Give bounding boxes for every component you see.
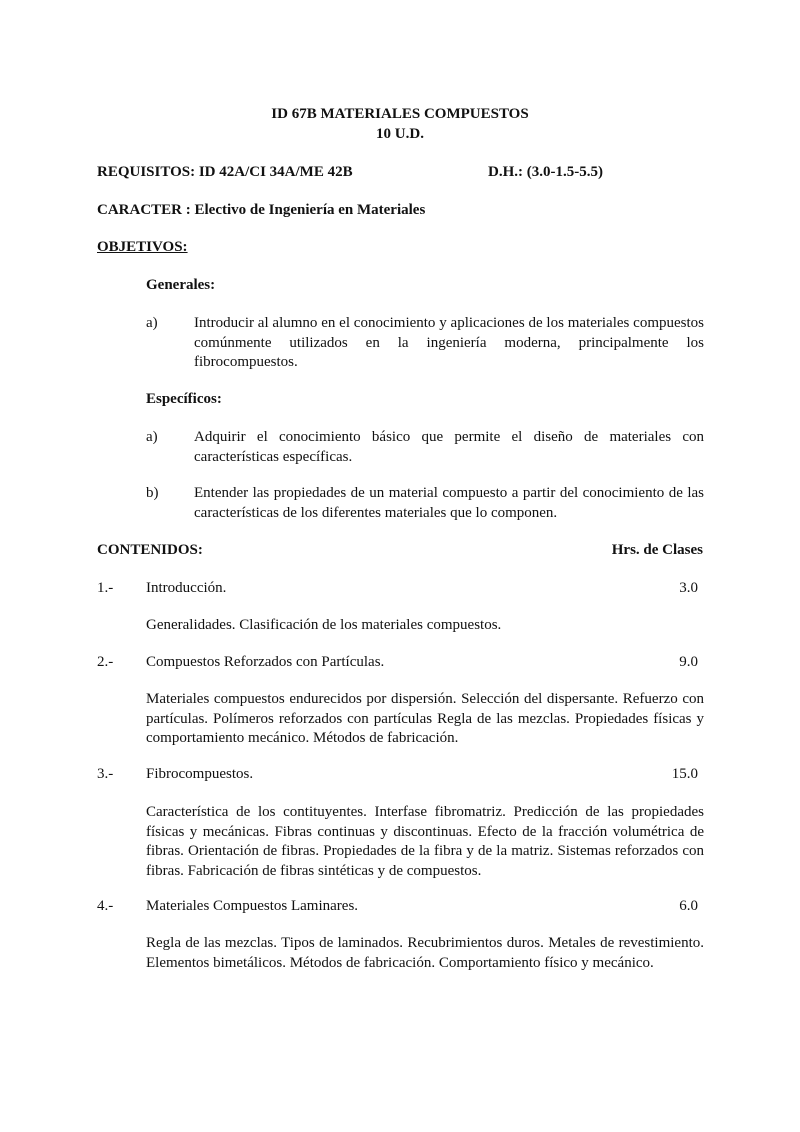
- generales-heading: Generales:: [146, 277, 216, 293]
- section-description: Regla de las mezclas. Tipos de laminados. Recubrimientos duros. Metales de revestimiento. Elementos bimetálicos. Métodos de fabricación. Comportamiento físico y mecánico.: [146, 935, 704, 971]
- section-title: Materiales Compuestos Laminares.: [146, 898, 359, 914]
- section-title: Fibrocompuestos.: [146, 766, 254, 782]
- caracter-label: CARACTER : Electivo de Ingeniería en Materiales: [97, 202, 426, 218]
- section-hours: 6.0: [679, 898, 698, 914]
- dh-label: D.H.: (3.0-1.5-5.5): [488, 164, 603, 180]
- requisitos-label: REQUISITOS: ID 42A/CI 34A/ME 42B: [97, 164, 353, 180]
- contenidos-heading: CONTENIDOS:: [97, 542, 203, 558]
- especificos-item-marker: a): [146, 429, 158, 445]
- especificos-item-text: Adquirir el conocimiento básico que permite el diseño de materiales con características específicas.: [194, 429, 704, 465]
- section-number: 4.-: [97, 898, 114, 914]
- section-number: 1.-: [97, 580, 114, 596]
- hours-heading: Hrs. de Clases: [611, 542, 703, 558]
- section-description: Materiales compuestos endurecidos por dispersión. Selección del dispersante. Refuerzo con partículas. Polímeros reforzados con partículas Regla de las mezclas. Propiedades físicas y comportamiento mecánico. Métodos de fabricación.: [146, 691, 704, 746]
- section-hours: 15.0: [671, 766, 698, 782]
- section-title: Compuestos Reforzados con Partículas.: [146, 654, 385, 670]
- section-number: 2.-: [97, 654, 114, 670]
- course-title: ID 67B MATERIALES COMPUESTOS: [271, 106, 529, 122]
- section-number: 3.-: [97, 766, 114, 782]
- especificos-item-marker: b): [146, 485, 159, 501]
- section-description: Característica de los contituyentes. Interfase fibromatriz. Predicción de las propiedades físicas y mecánicas. Fibras continuas y discontinuas. Efecto de la fracción volumétrica de fibras. Orientación de fibras. Propiedades de la fibra y de la matriz. Sistemas reforzados con fibras. Fabricación de fibras sintéticas y de compuestos.: [146, 804, 704, 879]
- section-description: Generalidades. Clasificación de los materiales compuestos.: [146, 617, 502, 633]
- especificos-item-text: Entender las propiedades de un material compuesto a partir del conocimiento de las características de los diferentes materiales que lo componen.: [194, 485, 704, 521]
- section-title: Introducción.: [146, 580, 227, 596]
- section-hours: 3.0: [679, 580, 698, 596]
- objetivos-heading: OBJETIVOS:: [97, 239, 188, 255]
- generales-item-marker: a): [146, 315, 158, 331]
- generales-item-text: Introducir al alumno en el conocimiento y aplicaciones de los materiales compuestos comúnmente utilizados en la ingeniería moderna, principalmente los fibrocompuestos.: [194, 315, 704, 370]
- course-units: 10 U.D.: [376, 126, 424, 142]
- section-hours: 9.0: [679, 654, 698, 670]
- especificos-heading: Específicos:: [146, 391, 222, 407]
